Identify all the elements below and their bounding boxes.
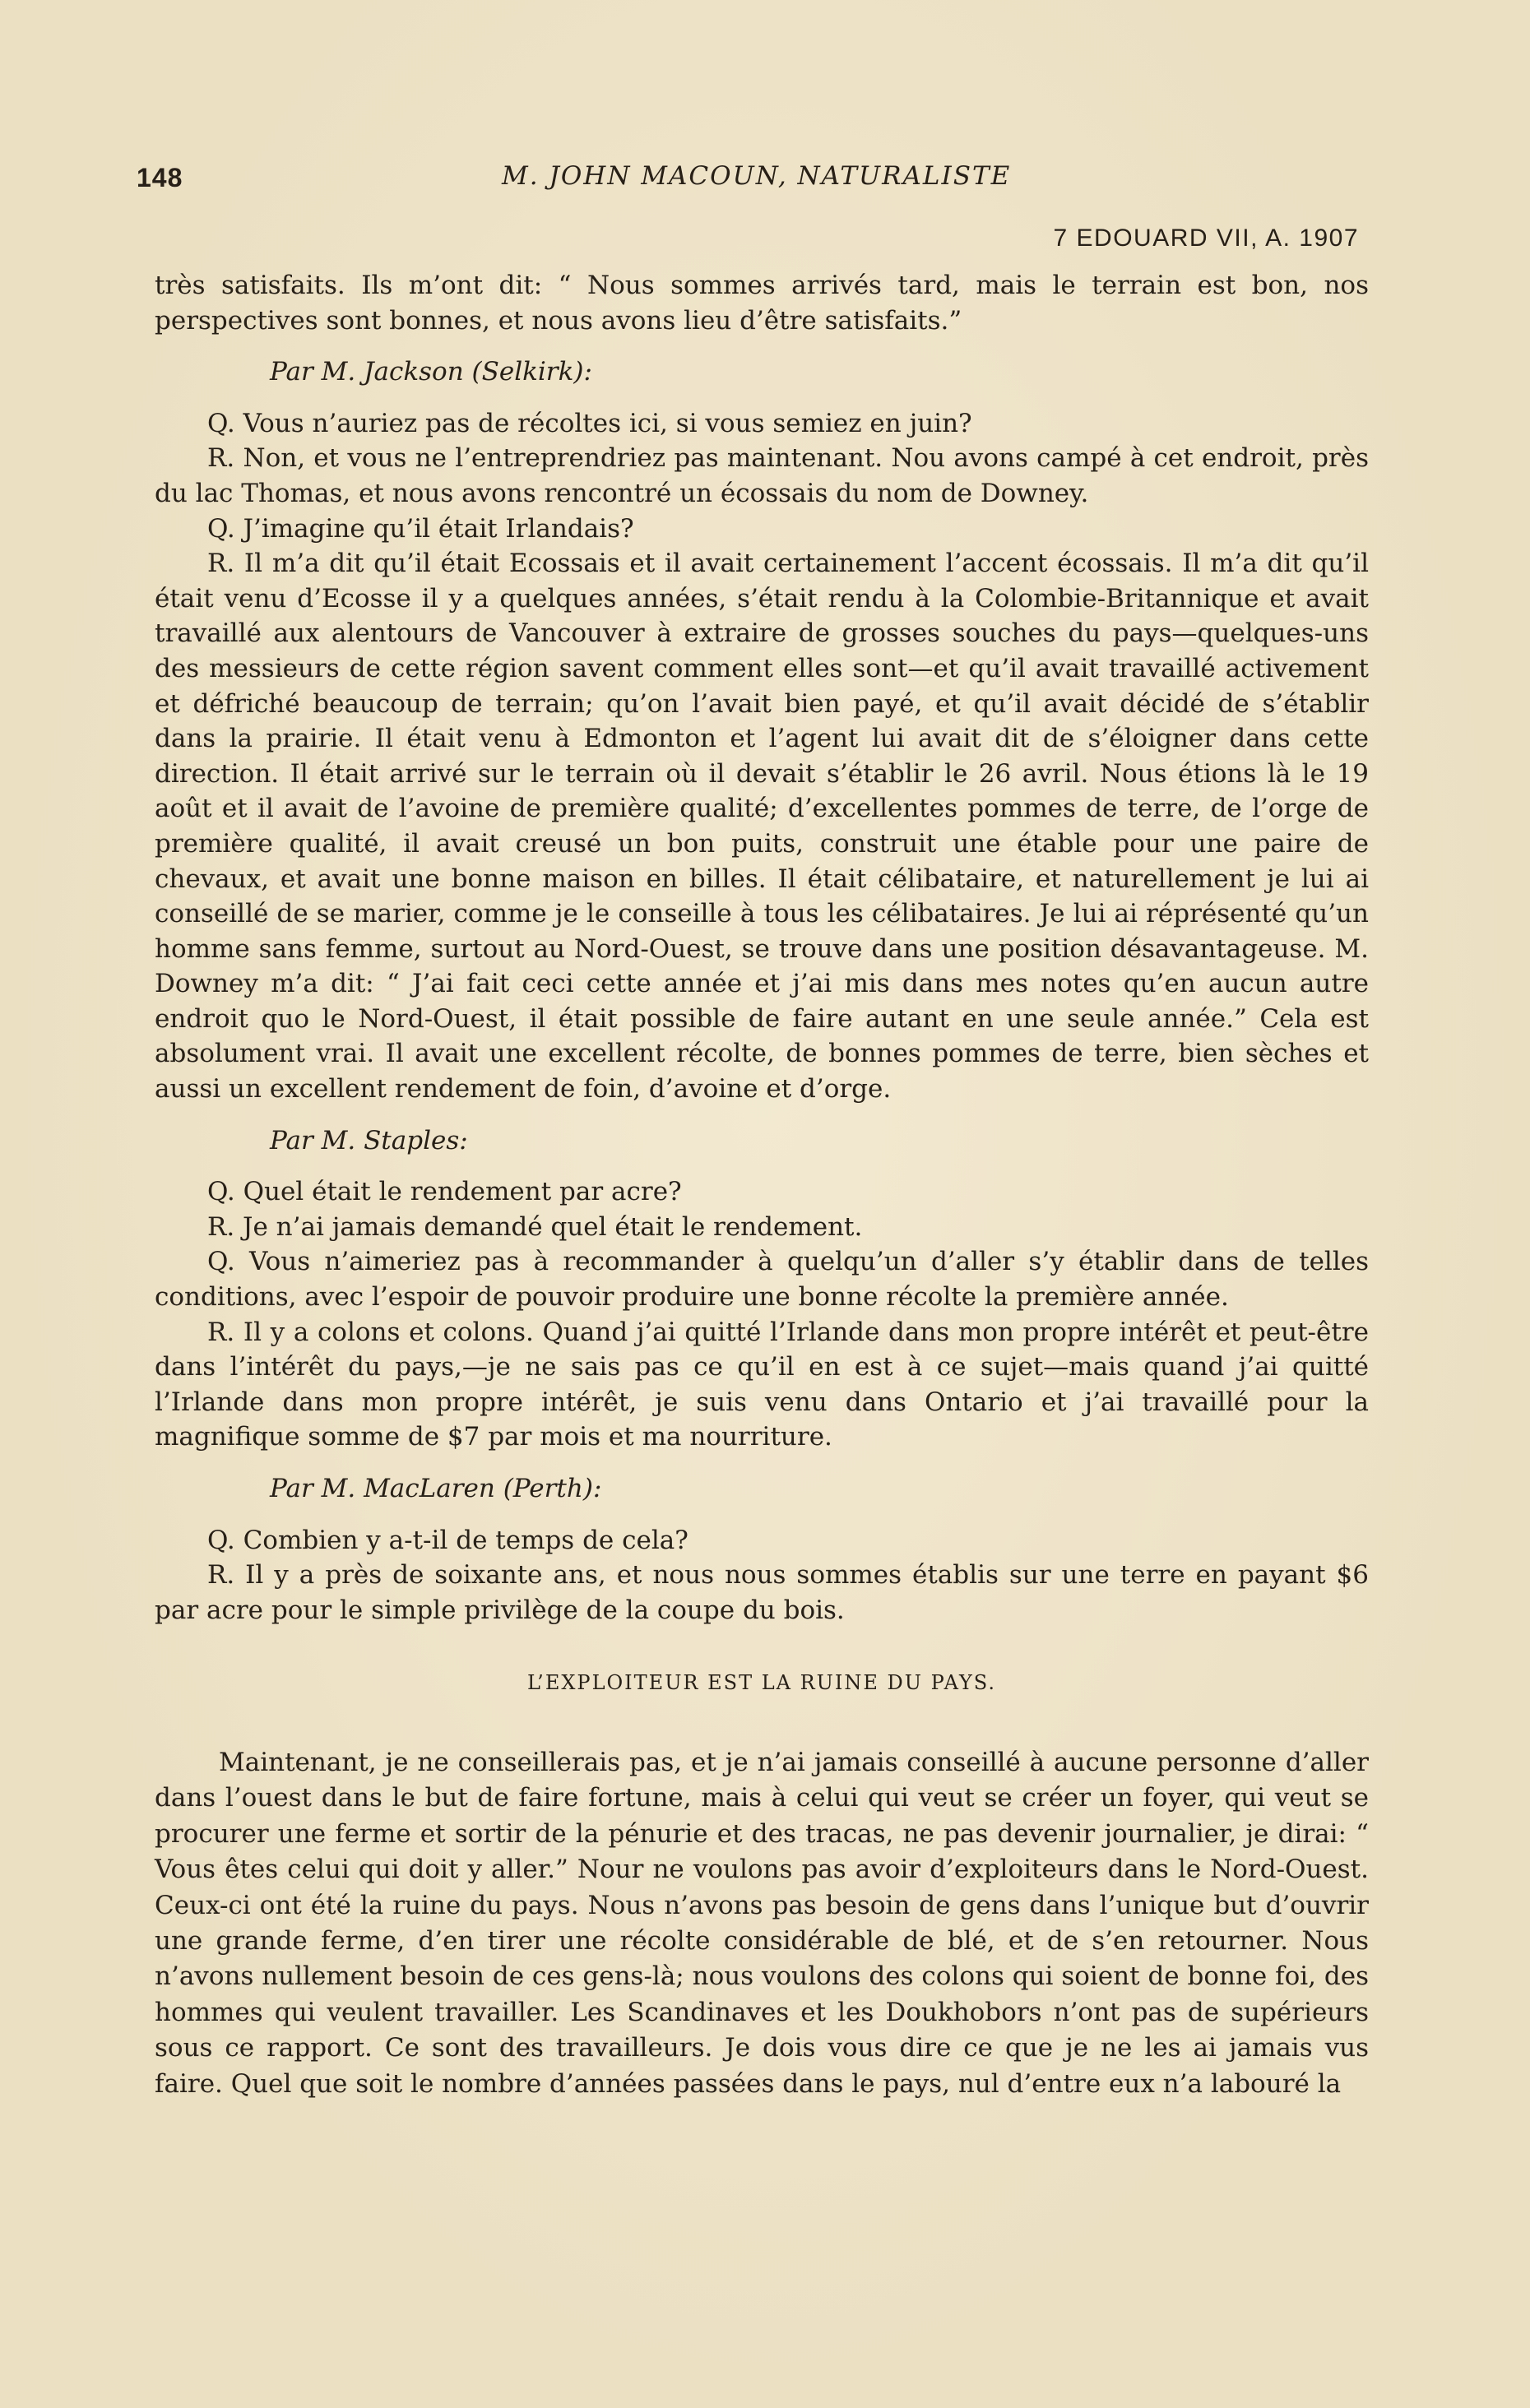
page-number: 148	[137, 163, 183, 192]
question: Q. Vous n’aimeriez pas à recommander à quelqu’un d’aller s’y établir dans de telles conditions, avec l’espoir de pouvoir produire une bonne récolte la première année.	[155, 1247, 1369, 1313]
answer: R. Je n’ai jamais demandé quel était le rendement.	[207, 1211, 863, 1242]
answer: R. Il y a colons et colons. Quand j’ai quitté l’Irlande dans mon propre intérêt et peut-être dans l’intérêt du pays,—je ne sais pas ce qu’il en est à ce sujet—mais quand j’ai quitté l’Irlande dans mon propre intérêt, je suis venu dans Ontario et j’ai travaillé pour la magnifique somme de $7 par mois et ma nourriture.	[155, 1317, 1369, 1452]
question: Q. Quel était le rendement par acre?	[207, 1177, 682, 1207]
question: Q. J’imagine qu’il était Irlandais?	[207, 513, 634, 544]
speaker-staples: Par M. Staples:	[270, 1125, 468, 1155]
question: Q. Vous n’auriez pas de récoltes ici, si vous semiez en juin?	[207, 408, 972, 438]
answer: R. Non, et vous ne l’entreprendriez pas maintenant. Nou avons campé à cet endroit, près du lac Thomas, et nous avons rencontré un écossais du nom de Downey.	[155, 443, 1369, 508]
section-heading: L’EXPLOITEUR EST LA RUINE DU PAYS.	[527, 1671, 996, 1695]
session-reference: 7 EDOUARD VII, A. 1907	[1053, 225, 1359, 252]
speaker-maclaren: Par M. MacLaren (Perth):	[270, 1474, 602, 1503]
body-text	[155, 268, 1369, 2102]
question: Q. Combien y a-t-il de temps de cela?	[207, 1525, 688, 1555]
answer: R. Il m’a dit qu’il était Ecossais et il avait certainement l’accent écossais. Il m’a dit qu’il était venu d’Ecosse il y a quelques années, s’était rendu à la Colombie-Britannique et avait travaillé aux alentours de Vancouver à extraire de grosses souches du pays—quelques-uns des messieurs de cette région savent comment elles sont—et qu’il avait travaillé activement et défriché beaucoup de terrain; qu’on l’avait bien payé, et qu’il avait décidé de s’établir dans la prairie. Il était venu à Edmonton et l’agent lui avait dit de s’éloigner dans cette direction. Il était arrivé sur le terrain où il devait s’établir le 26 avril. Nous étions là le 19 août et il avait de l’avoine de première qualité; d’excellentes pommes de terre, de l’orge de première qualité, il avait creusé un bon puits, construit une étable pour une paire de chevaux, et avait une bonne maison en billes. Il était célibataire, et naturellement je lui ai conseillé de se marier, comme je le conseille à tous les célibataires. Je lui ai réprésenté qu’un homme sans femme, surtout au Nord-Ouest, se trouve dans une position désavantageuse. M. Downey m’a dit: “ J’ai fait ceci cette année et j’ai mis dans mes notes qu’en aucun autre endroit quo le Nord-Ouest, il était possible de faire autant en une seule année.” Cela est absolument vrai. Il avait une excellent récolte, de bonnes pommes de terre, bien sèches et aussi un excellent rendement de foin, d’avoine et d’orge.	[155, 549, 1369, 1104]
speaker-jackson: Par M. Jackson (Selkirk):	[270, 357, 592, 387]
answer: R. Il y a près de soixante ans, et nous nous sommes établis sur une terre en payant $6 par acre pour le simple privilège de la coupe du bois.	[155, 1560, 1369, 1625]
paragraph: Maintenant, je ne conseillerais pas, et je n’ai jamais conseillé à aucune personne d’aller dans l’ouest dans le but de faire fortune, mais à celui qui veut se créer un foyer, qui veut se procurer une ferme et sortir de la pénurie et des tracas, ne pas devenir journalier, je dirai: “ Vous êtes celui qui doit y aller.” Nour ne voulons pas avoir d’exploiteurs dans le Nord-Ouest. Ceux-ci ont été la ruine du pays. Nous n’avons pas besoin de gens dans l’unique but d’ouvrir une grande ferme, d’en tirer une récolte considérable de blé, et de s’en retourner. Nous n’avons nullement besoin de ces gens-là; nous voulons des colons qui soient de bonne foi, des hommes qui veulent travailler. Les Scandinaves et les Doukhobors n’ont pas de supérieurs sous ce rapport. Ce sont des travailleurs. Je dois vous dire ce que je ne les ai jamais vus faire. Quel que soit le nombre d’années passées dans le pays, nul d’entre eux n’a labouré la	[155, 1747, 1369, 2099]
paragraph-continuation: très satisfaits. Ils m’ont dit: “ Nous sommes arrivés tard, mais le terrain est bon, nos perspectives sont bonnes, et nous avons lieu d’être satisfaits.”	[155, 271, 1369, 336]
running-title: M. JOHN MACOUN, NATURALISTE	[502, 161, 1012, 191]
